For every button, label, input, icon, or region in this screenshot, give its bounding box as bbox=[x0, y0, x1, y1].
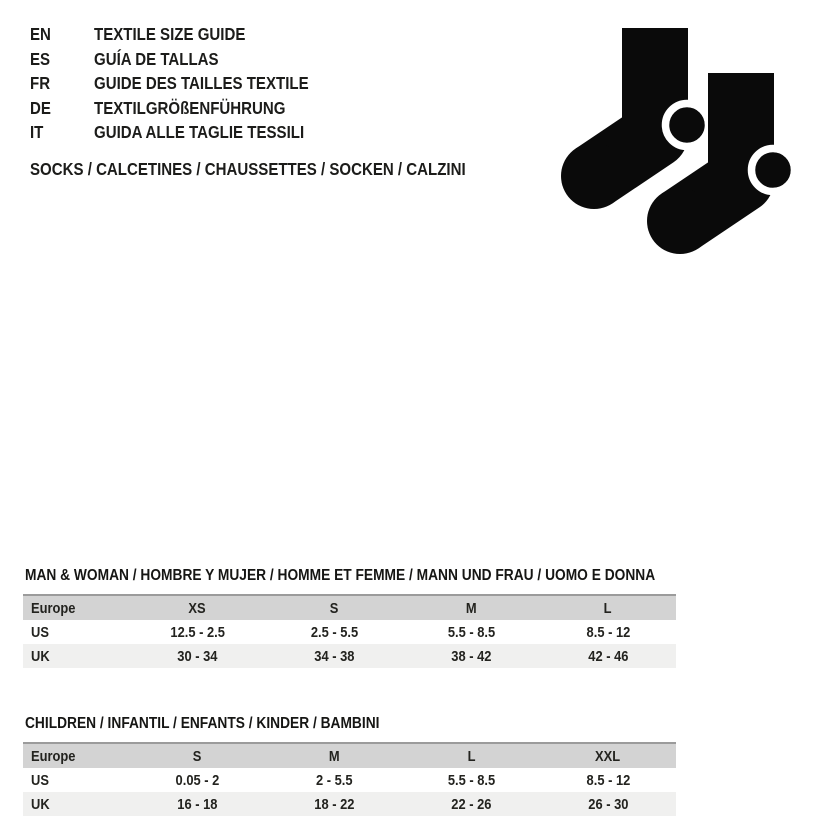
table-row-us bbox=[23, 768, 676, 792]
row-label: UK bbox=[31, 795, 50, 813]
language-header bbox=[30, 22, 537, 181]
column-header-size: S bbox=[330, 599, 339, 617]
size-cell: 30 - 34 bbox=[177, 647, 218, 665]
language-row-fr bbox=[30, 71, 537, 96]
size-cell: 8.5 - 12 bbox=[586, 771, 630, 789]
size-cell: 18 - 22 bbox=[314, 795, 355, 813]
row-label: US bbox=[31, 771, 49, 789]
language-label: GUIDA ALLE TAGLIE TESSILI bbox=[94, 122, 305, 143]
table-title: MAN & WOMAN / HOMBRE Y MUJER / HOMME ET FEMME / MANN UND FRAU / UOMO E DONNA bbox=[25, 567, 656, 584]
language-label: GUÍA DE TALLAS bbox=[94, 48, 219, 69]
category-line: SOCKS / CALCETINES / CHAUSSETTES / SOCKEN / CALZINI bbox=[30, 158, 466, 179]
size-cell: 12.5 - 2.5 bbox=[170, 623, 225, 641]
language-label: TEXTILGRÖßENFÜHRUNG bbox=[94, 97, 286, 118]
column-header-size: L bbox=[604, 599, 612, 617]
column-header-size: XXL bbox=[595, 747, 621, 765]
language-label: TEXTILE SIZE GUIDE bbox=[94, 24, 246, 44]
table-row-uk bbox=[23, 644, 676, 668]
language-row-de bbox=[30, 96, 537, 121]
size-cell: 8.5 - 12 bbox=[586, 623, 630, 641]
language-code: FR bbox=[30, 73, 51, 94]
size-cell: 38 - 42 bbox=[451, 647, 492, 665]
language-row-it bbox=[30, 120, 537, 145]
language-code: IT bbox=[30, 122, 44, 143]
adults-size-table bbox=[23, 594, 676, 668]
column-header-size: S bbox=[193, 747, 202, 765]
column-header-size: XS bbox=[188, 599, 207, 617]
language-code: ES bbox=[30, 48, 51, 69]
size-cell: 5.5 - 8.5 bbox=[447, 771, 496, 789]
language-row-es bbox=[30, 47, 537, 72]
row-label: US bbox=[31, 623, 49, 641]
size-cell: 34 - 38 bbox=[314, 647, 355, 665]
socks-icon-svg bbox=[558, 15, 820, 270]
table-header-row bbox=[23, 743, 676, 768]
language-row-en bbox=[30, 22, 537, 47]
size-table-adults bbox=[23, 566, 676, 668]
column-header-size: M bbox=[466, 599, 477, 617]
size-table-children bbox=[23, 714, 676, 816]
column-header-region: Europe bbox=[31, 599, 76, 617]
size-cell: 16 - 18 bbox=[177, 795, 218, 813]
column-header-size: M bbox=[329, 747, 340, 765]
size-cell: 2 - 5.5 bbox=[316, 771, 353, 789]
table-row-us bbox=[23, 620, 676, 644]
column-header-size: L bbox=[467, 747, 476, 765]
column-header-region: Europe bbox=[31, 747, 76, 765]
table-header-row bbox=[23, 595, 676, 620]
language-code: EN bbox=[30, 24, 51, 44]
size-cell: 42 - 46 bbox=[587, 647, 629, 665]
size-cell: 22 - 26 bbox=[451, 795, 492, 813]
language-code: DE bbox=[30, 97, 51, 118]
language-label: GUIDE DES TAILLES TEXTILE bbox=[94, 73, 309, 94]
socks-icon bbox=[558, 15, 820, 270]
children-size-table bbox=[23, 742, 676, 816]
row-label: UK bbox=[31, 647, 50, 665]
table-row-uk bbox=[23, 792, 676, 816]
table-title: CHILDREN / INFANTIL / ENFANTS / KINDER / BAMBINI bbox=[25, 715, 380, 732]
size-cell: 5.5 - 8.5 bbox=[447, 623, 496, 641]
size-cell: 26 - 30 bbox=[587, 795, 629, 813]
size-cell: 2.5 - 5.5 bbox=[310, 623, 359, 641]
size-cell: 0.05 - 2 bbox=[175, 771, 220, 789]
